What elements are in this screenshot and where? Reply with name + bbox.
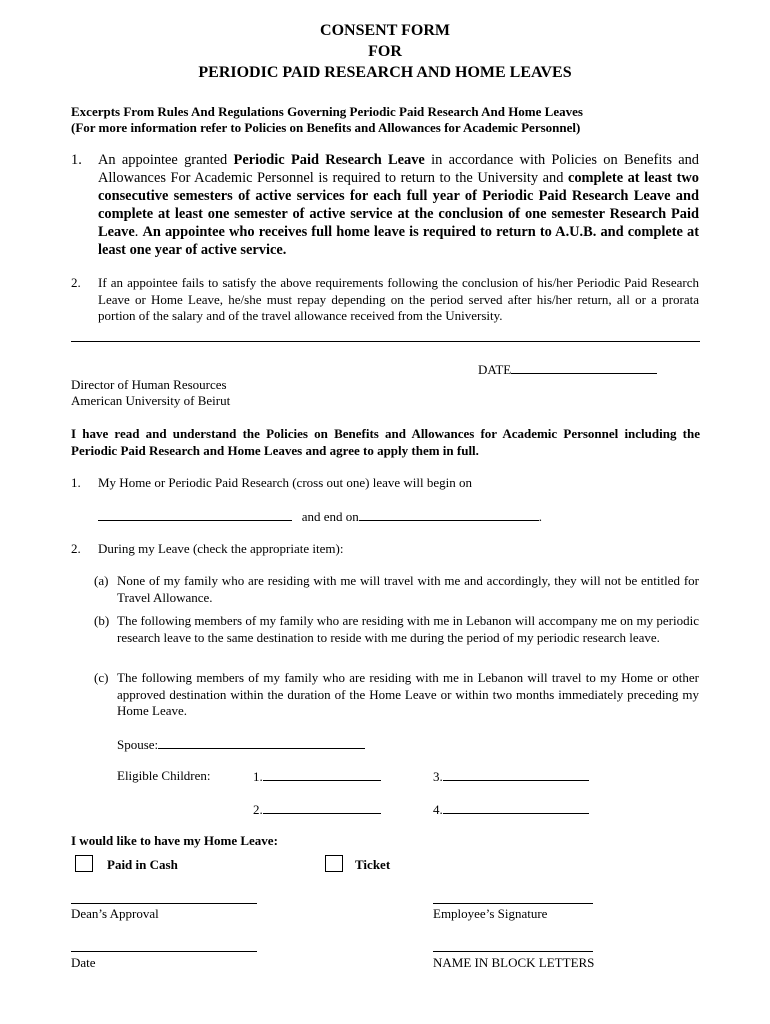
form-title-line3: PERIODIC PAID RESEARCH AND HOME LEAVES [198,64,572,81]
child-4-blank[interactable] [443,801,589,814]
child-3-blank[interactable] [443,768,589,781]
employee-signature-label: Employee’s Signature [433,906,548,921]
rule2-text: If an appointee fails to satisfy the above requirements following the conclusion of his/her Periodic Paid Research Leave or Home Leave, he/she must repay depending on the period served after his/her return, all or a prorata portion of the salary and of the travel allowance received from the University. [98,275,699,323]
spouse-label: Spouse: [117,737,159,752]
ticket-label: Ticket [355,857,391,872]
child-3-field: 3. [433,768,589,786]
form-title-line1: CONSENT FORM [320,22,450,39]
item1-text: My Home or Periodic Paid Research (cross out one) leave will begin on [98,475,473,490]
agreement-statement: I have read and understand the Policies on Benefits and Allowances for Academic Personnel including the Periodic Paid Research and Home Leaves and agree to apply them in full. [71,426,700,458]
addressee-title: Director of Human Resources [71,377,227,392]
block-letters-name-label: NAME IN BLOCK LETTERS [433,955,595,970]
leave-begin-blank[interactable] [98,508,292,521]
option-c-label[interactable]: (c) [94,670,109,685]
rule2-number: 2. [71,275,81,290]
option-a-label[interactable]: (a) [94,573,109,588]
paid-in-cash-checkbox[interactable] [75,855,93,872]
item1-number: 1. [71,475,81,490]
spouse-blank[interactable] [158,736,365,749]
date-signature-line[interactable] [71,951,257,952]
date-signature-label: Date [71,955,96,970]
leave-dates-row: and end on . [98,508,698,526]
eligible-children-label: Eligible Children: [117,768,211,783]
dean-approval-label: Dean’s Approval [71,906,159,921]
option-c-text: The following members of my family who are residing with me in Lebanon will travel to my Home or other approved destination within the duration of the Home Leave or within two months immediately preceding my Home Leave. [117,670,699,718]
child-1-blank[interactable] [263,768,381,781]
option-b-text: The following members of my family who are residing with me in Lebanon will accompany me on my periodic research leave to the same destination to reside with me during the period of my periodic research leave. [117,613,699,645]
excerpts-reference: (For more information refer to Policies on Benefits and Allowances for Academic Personnel) [71,120,581,135]
paid-in-cash-label: Paid in Cash [107,857,178,872]
child-4-field: 4. [433,801,589,819]
date-field[interactable] [478,361,657,379]
home-leave-question: I would like to have my Home Leave: [71,833,278,848]
section-divider [71,341,700,342]
child-2-field: 2. [253,801,381,819]
leave-end-blank[interactable] [359,508,539,521]
child-1-field: 1. [253,768,381,786]
date-blank[interactable] [511,361,657,374]
date-label: DATE [478,362,512,377]
rule1-text: An appointee granted Periodic Paid Research Leave in accordance with Policies on Benefits and Allowances For Academic Personnel is required to return to the University and complete at least two consecutive semesters of active services for each full year of Periodic Paid Research Leave and complete at least one semester of active service at the conclusion of one semester Research Paid Leave. An appointee who receives full home leave is required to return to A.U.B. and complete at least one year of active service. [98,152,699,258]
item2-text: During my Leave (check the appropriate item): [98,541,344,556]
option-b-label[interactable]: (b) [94,613,110,628]
block-letters-name-line[interactable] [433,951,593,952]
spouse-field [117,736,365,754]
option-a-text: None of my family who are residing with me will travel with me and accordingly, they will not be entitled for Travel Allowance. [117,573,699,605]
addressee-institution: American University of Beirut [71,393,231,408]
item2-number: 2. [71,541,81,556]
employee-signature-line[interactable] [433,903,593,904]
rule1-number: 1. [71,152,82,168]
and-end-on-label: and end on [301,509,359,524]
form-title-line2: FOR [368,43,402,60]
dean-approval-line[interactable] [71,903,257,904]
ticket-checkbox[interactable] [325,855,343,872]
child-2-blank[interactable] [263,801,381,814]
excerpts-heading: Excerpts From Rules And Regulations Governing Periodic Paid Research And Home Leaves [71,104,583,119]
